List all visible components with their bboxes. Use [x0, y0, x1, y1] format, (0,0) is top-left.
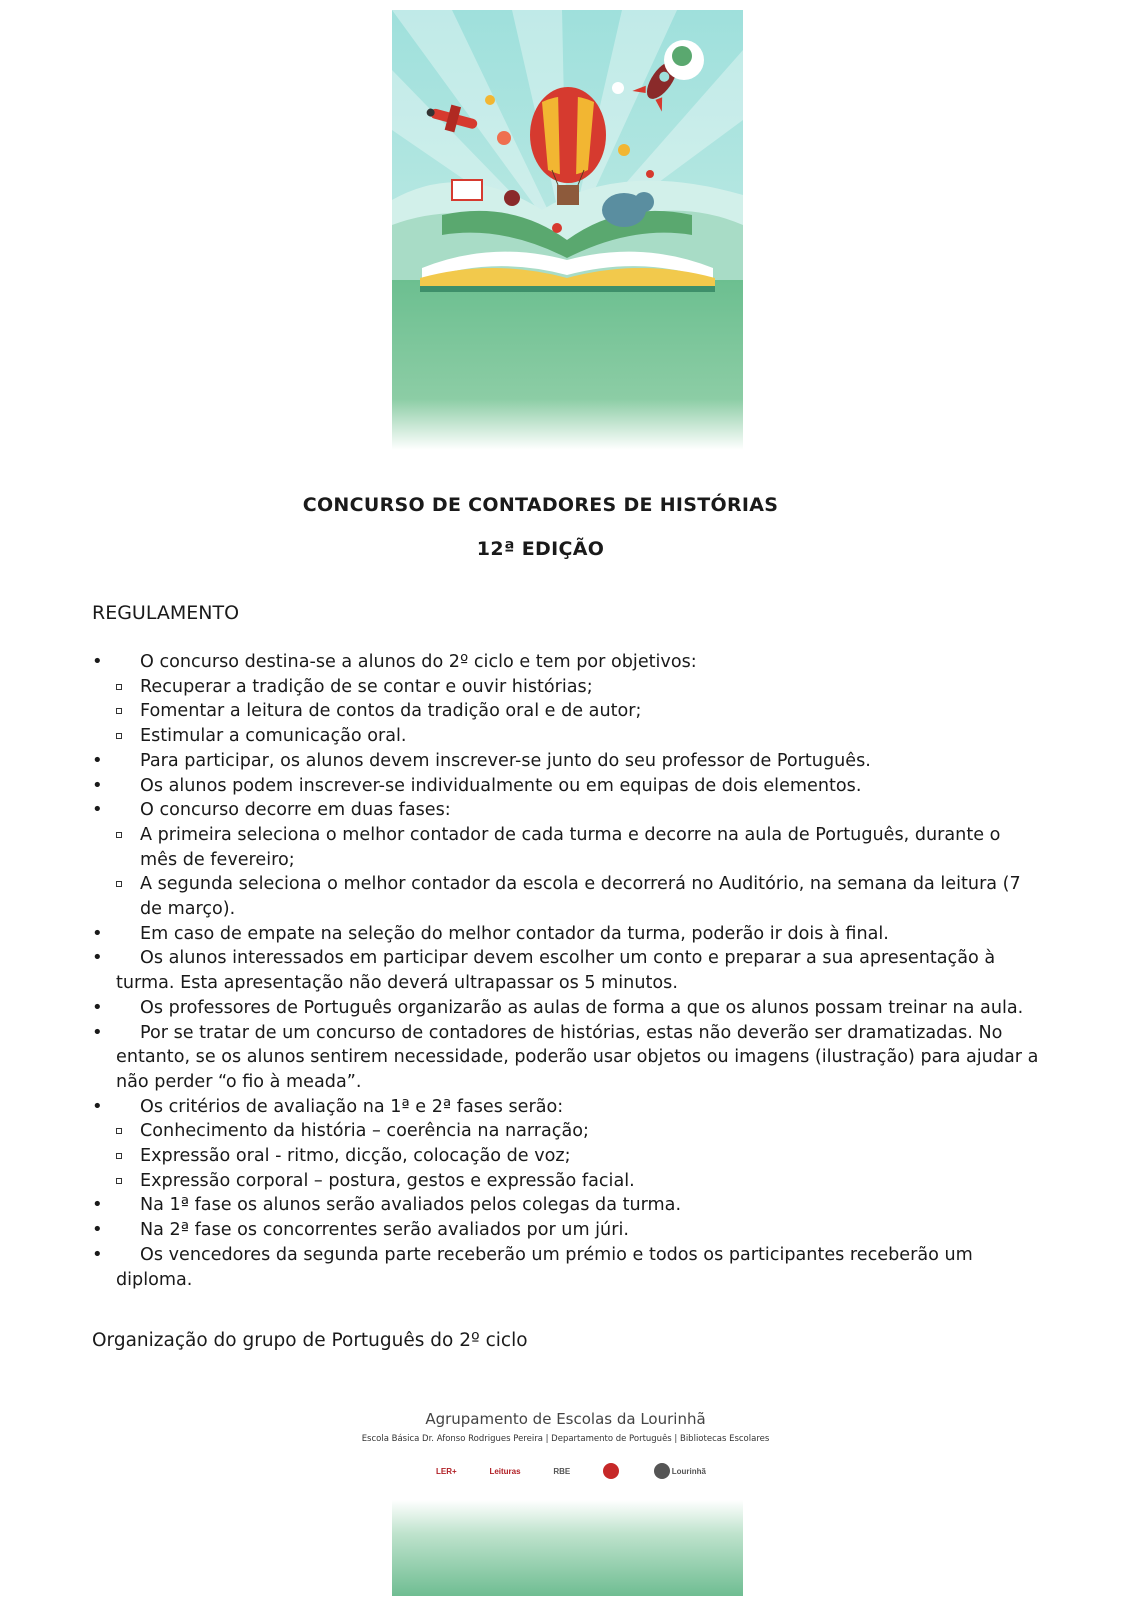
rule-subitem: Estimular a comunicação oral.	[92, 724, 1042, 749]
rule-subitem: Expressão oral - ritmo, dicção, colocação de voz;	[92, 1144, 1042, 1169]
organization-note: Organização do grupo de Português do 2º ciclo	[92, 1330, 528, 1351]
rule-item: • Em caso de empate na seleção do melhor contador da turma, poderão ir dois à final.	[92, 922, 1042, 947]
rule-subitem: Conhecimento da história – coerência na narração;	[92, 1119, 1042, 1144]
school-crest-logo	[603, 1463, 621, 1479]
rule-item: • Os alunos podem inscrever-se individualmente ou em equipas de dois elementos.	[92, 774, 1042, 799]
rule-subitem: Recuperar a tradição de se contar e ouvir histórias;	[92, 675, 1042, 700]
rule-item: • Por se tratar de um concurso de contadores de histórias, estas não deverão ser dramatizadas. No entanto, se os alunos sentirem necessidade, poderão usar objetos ou imagens (ilustração) para ajudar a não perder “o fio à meada”.	[92, 1021, 1042, 1095]
rules-list	[92, 650, 1042, 1292]
rule-item: • Os critérios de avaliação na 1ª e 2ª fases serão:	[92, 1095, 1042, 1120]
rule-item: • Os professores de Português organizarão as aulas de forma a que os alunos possam treinar na aula.	[92, 996, 1042, 1021]
leituras-logo: Leituras	[489, 1466, 521, 1476]
municipality-logo: Lourinhã	[654, 1463, 706, 1479]
hero-illustration	[392, 10, 743, 450]
footer-band	[392, 1500, 743, 1596]
rbe-logo: RBE	[553, 1466, 571, 1476]
partner-logos	[436, 1456, 706, 1486]
rule-subitem: Expressão corporal – postura, gestos e expressão facial.	[92, 1169, 1042, 1194]
rule-item: • Na 1ª fase os alunos serão avaliados pelos colegas da turma.	[92, 1193, 1042, 1218]
rule-item: • O concurso decorre em duas fases:	[92, 798, 1042, 823]
edition-title: 12ª EDIÇÃO	[476, 538, 605, 560]
rule-item: • O concurso destina-se a alunos do 2º ciclo e tem por objetivos:	[92, 650, 1042, 675]
rule-subitem: A segunda seleciona o melhor contador da escola e decorrerá no Auditório, na semana da leitura (7 de março).	[92, 872, 1042, 921]
rule-item: • Para participar, os alunos devem inscrever-se junto do seu professor de Português.	[92, 749, 1042, 774]
ler-logo: LER+	[436, 1466, 457, 1476]
school-group-name: Agrupamento de Escolas da Lourinhã	[425, 1410, 706, 1428]
contest-title: CONCURSO DE CONTADORES DE HISTÓRIAS	[302, 494, 779, 516]
rule-item: • Os alunos interessados em participar devem escolher um conto e preparar a sua apresentação à turma. Esta apresentação não deverá ultrapassar os 5 minutos.	[92, 946, 1042, 995]
section-label: REGULAMENTO	[92, 602, 240, 624]
rule-item: • Na 2ª fase os concorrentes serão avaliados por um júri.	[92, 1218, 1042, 1243]
rule-item: • Os vencedores da segunda parte receberão um prémio e todos os participantes receberão um diploma.	[92, 1243, 1042, 1292]
school-subline: Escola Básica Dr. Afonso Rodrigues Pereira | Departamento de Português | Bibliotecas Escolares	[361, 1434, 770, 1444]
rule-subitem: Fomentar a leitura de contos da tradição oral e de autor;	[92, 699, 1042, 724]
rule-subitem: A primeira seleciona o melhor contador de cada turma e decorre na aula de Português, durante o mês de fevereiro;	[92, 823, 1042, 872]
